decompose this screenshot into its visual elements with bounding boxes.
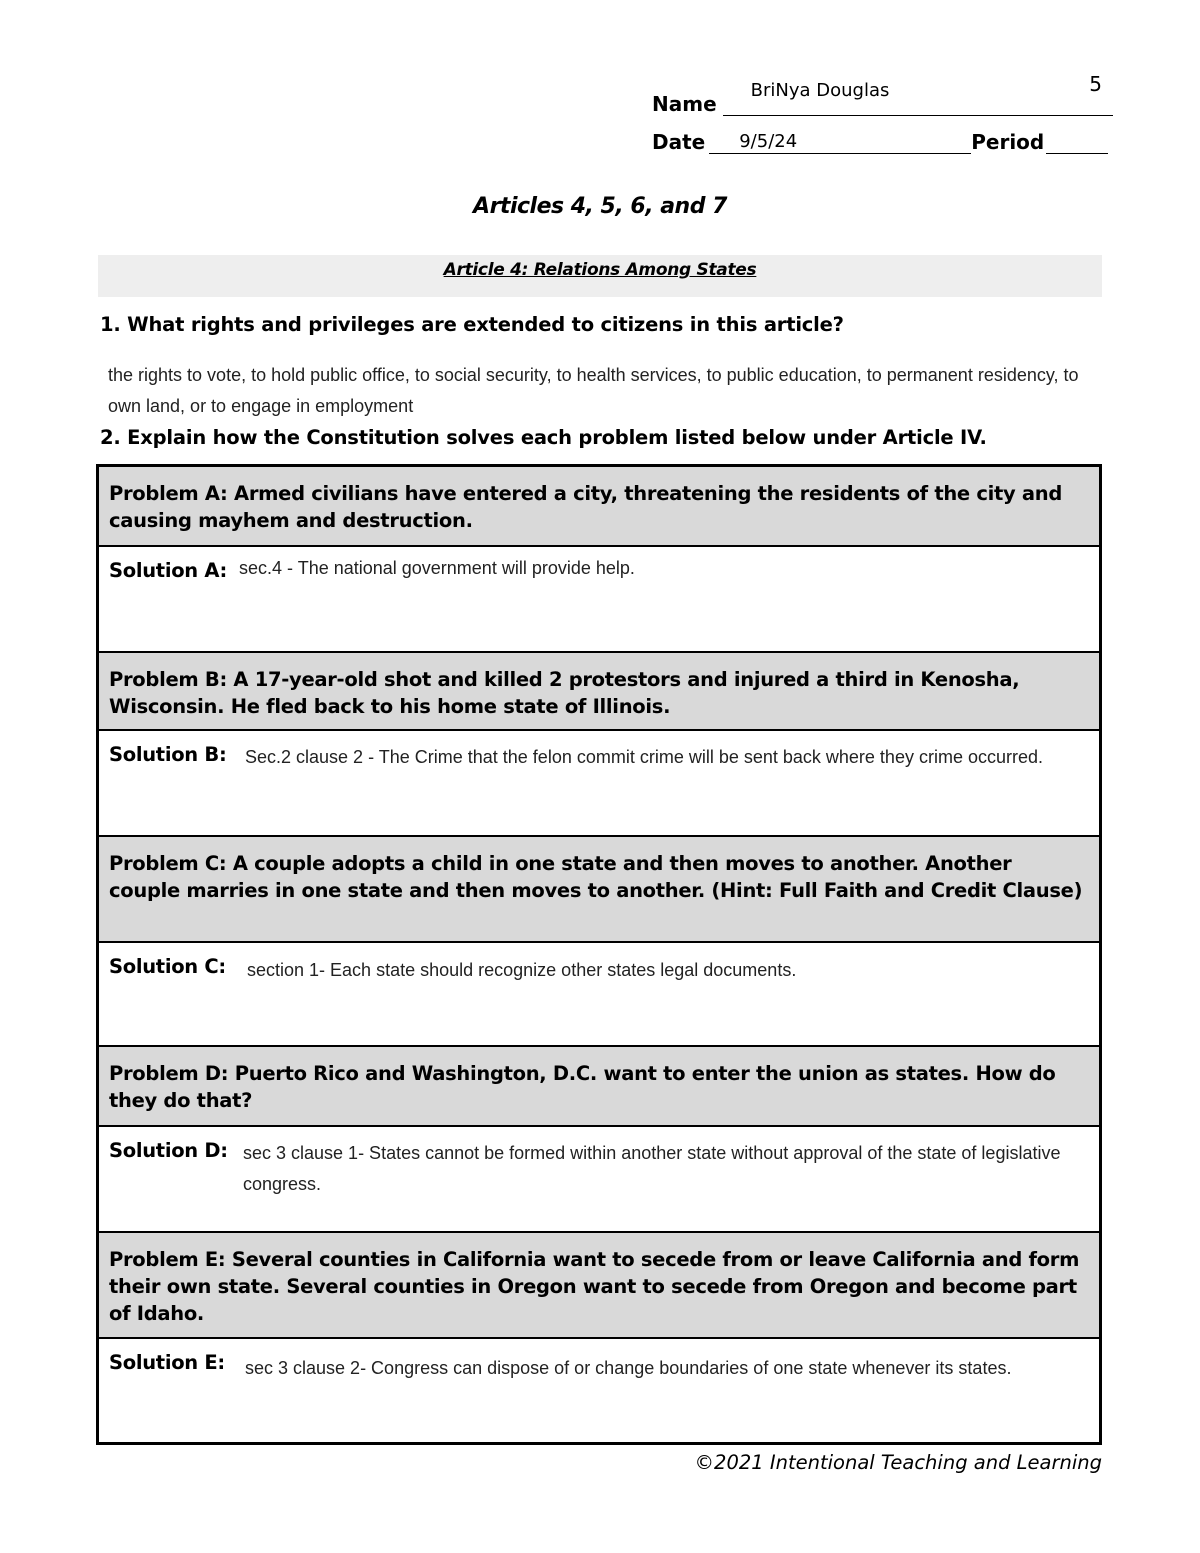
solution-c-label: Solution C: bbox=[109, 955, 226, 978]
solution-d-row bbox=[99, 1127, 1099, 1233]
name-label: Name bbox=[652, 92, 717, 116]
solution-a-text[interactable]: sec.4 - The national government will provide help. bbox=[239, 558, 635, 578]
problem-b: Problem B: A 17-year-old shot and killed 2 protestors and injured a third in Kenosha, Wisconsin. He fled back to his home state of Illinois. bbox=[99, 653, 1099, 731]
question-1: 1. What rights and privileges are extended to citizens in this article? bbox=[100, 313, 844, 336]
solution-d-label: Solution D: bbox=[109, 1139, 228, 1162]
date-label: Date bbox=[652, 130, 706, 154]
page-title: Articles 4, 5, 6, and 7 bbox=[473, 194, 727, 219]
name-line bbox=[652, 80, 1113, 116]
answer-1[interactable]: the rights to vote, to hold public office, to social security, to health services, to public education, to permanent residency, to own land, or to engage in employment bbox=[108, 365, 1079, 416]
section-title: Article 4: Relations Among States bbox=[443, 260, 757, 280]
solution-c-row bbox=[99, 943, 1099, 1047]
problem-e: Problem E: Several counties in California want to secede from or leave California and form their own state. Several counties in Oregon want to secede from Oregon and become part of Idaho. bbox=[99, 1233, 1099, 1339]
solution-e-label: Solution E: bbox=[109, 1351, 225, 1374]
name-field[interactable] bbox=[723, 80, 1113, 116]
solution-b-row bbox=[99, 731, 1099, 837]
page-number: 5 bbox=[1089, 72, 1102, 96]
solution-b-label: Solution B: bbox=[109, 743, 227, 766]
problem-c: Problem C: A couple adopts a child in one state and then moves to another. Another couple marries in one state and then moves to another. (Hint: Full Faith and Credit Clause) bbox=[99, 837, 1099, 943]
problem-d: Problem D: Puerto Rico and Washington, D.C. want to enter the union as states. How do they do that? bbox=[99, 1047, 1099, 1127]
solution-a-label: Solution A: bbox=[109, 559, 228, 582]
solution-e-text[interactable]: sec 3 clause 2- Congress can dispose of or change boundaries of one state whenever its states. bbox=[245, 1358, 1012, 1378]
period-label: Period bbox=[971, 130, 1045, 154]
solution-d-text[interactable]: sec 3 clause 1- States cannot be formed within another state without approval of the state of legislative congress. bbox=[243, 1143, 1061, 1194]
problem-a: Problem A: Armed civilians have entered a city, threatening the residents of the city and causing mayhem and destruction. bbox=[99, 467, 1099, 547]
date-field[interactable] bbox=[709, 131, 971, 154]
copyright-footer: ©2021 Intentional Teaching and Learning bbox=[694, 1451, 1102, 1474]
name-value: BriNya Douglas bbox=[750, 80, 890, 101]
question-2: 2. Explain how the Constitution solves each problem listed below under Article IV. bbox=[100, 426, 987, 449]
section-header bbox=[98, 255, 1102, 297]
date-period-line bbox=[652, 130, 1108, 154]
solution-e-row bbox=[99, 1339, 1099, 1442]
solution-b-text[interactable]: Sec.2 clause 2 - The Crime that the felon commit crime will be sent back where they crime occurred. bbox=[245, 747, 1043, 767]
problem-solution-table bbox=[96, 464, 1102, 1445]
solution-c-text[interactable]: section 1- Each state should recognize other states legal documents. bbox=[247, 960, 797, 980]
solution-a-row bbox=[99, 547, 1099, 653]
period-field[interactable] bbox=[1046, 131, 1108, 154]
date-value: 9/5/24 bbox=[739, 131, 798, 152]
